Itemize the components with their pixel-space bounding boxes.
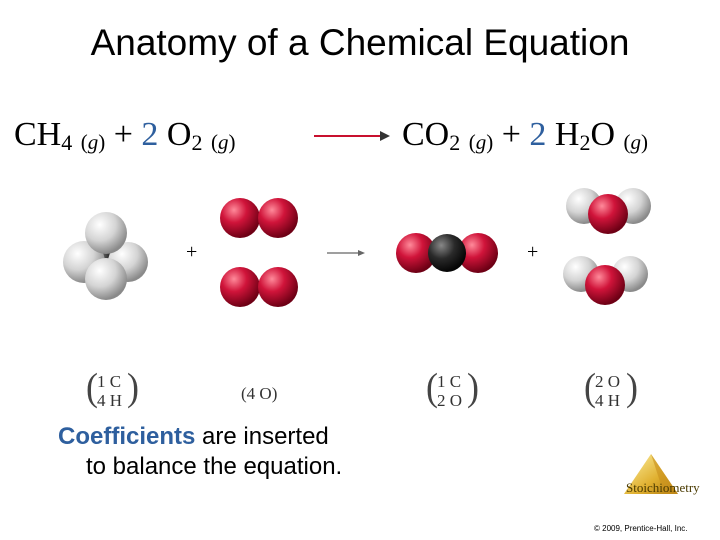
ch4-subscript: 4 [61, 130, 73, 155]
co2-count-carbon: 1 C [437, 372, 462, 391]
note-text-2: to balance the equation. [86, 453, 343, 480]
oxygen-molecule-bottom-icon [220, 267, 298, 307]
h2o-count-oxygen: 2 O [595, 372, 621, 391]
h2o-formula-h: H [554, 116, 580, 153]
plus-sign-1: + [113, 116, 133, 153]
molecule-plus-a: + [186, 241, 198, 263]
o2-atom-count: (4 O) [241, 384, 278, 403]
co2-atom-count [437, 372, 462, 410]
water-molecule-bottom-icon [563, 256, 648, 305]
h2o-left-paren: ( [584, 365, 596, 409]
o2-formula: O [166, 116, 192, 153]
co2-count-oxygen: 2 O [437, 391, 463, 410]
co2-formula: CO [402, 116, 450, 153]
molecule-plus-b: + [527, 241, 539, 263]
o2-subscript: 2 [191, 130, 203, 155]
co2-state: (g) [468, 130, 494, 154]
ch4-count-carbon: 1 C [97, 372, 122, 391]
ch4-state: (g) [80, 130, 106, 154]
water-molecule-top-icon [566, 188, 651, 234]
ch4-count-hydrogen: 4 H [97, 391, 123, 410]
h2o-state: (g) [623, 130, 649, 154]
h2o-count-hydrogen: 4 H [595, 391, 621, 410]
note-keyword: Coefficients [58, 423, 196, 450]
carbon-dioxide-model-icon [396, 233, 498, 273]
co2-right-paren: ) [467, 365, 479, 409]
h2o-right-paren: ) [626, 365, 638, 409]
o2-coefficient: 2 [141, 116, 159, 153]
h2o-coefficient: 2 [529, 116, 547, 153]
co2-left-paren: ( [426, 365, 438, 409]
oxygen-molecule-top-icon [220, 198, 298, 238]
ch4-left-paren: ( [86, 365, 98, 409]
ch4-formula: CH [14, 116, 62, 153]
copyright-text: © 2009, Prentice-Hall, Inc. [594, 524, 688, 533]
ch4-atom-count [97, 372, 122, 410]
coefficients-note [58, 422, 342, 482]
o2-state: (g) [210, 130, 236, 154]
methane-model-icon [63, 212, 148, 300]
h2o-formula-o: O [590, 116, 616, 153]
note-text-1: are inserted [195, 423, 329, 450]
co2-subscript: 2 [449, 130, 461, 155]
molecule-arrow-icon [327, 250, 365, 256]
stoichiometry-badge: Stoichiometry [626, 480, 700, 495]
h2o-subscript: 2 [579, 130, 591, 155]
slide-title: Anatomy of a Chemical Equation [90, 22, 630, 63]
ch4-right-paren: ) [127, 365, 139, 409]
plus-sign-2: + [501, 116, 521, 153]
h2o-atom-count [595, 372, 620, 410]
